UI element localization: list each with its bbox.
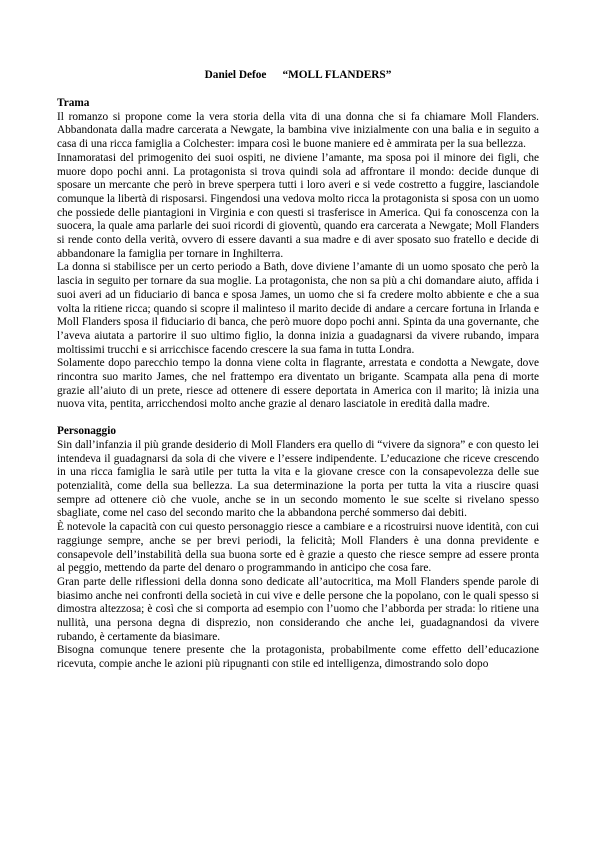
document-page	[57, 68, 539, 672]
paragraph: Il romanzo si propone come la vera storia della vita di una donna che si fa chiamare Moll Flanders. Abbandonata dalla madre carcerata a Newgate, la bambina vive inizialmente con una balia e in seguito a casa di una ricca famiglia a Colchester: impara così le buone maniere ed è ammirata per la sua bellezza.	[57, 110, 539, 151]
paragraph: La donna si stabilisce per un certo periodo a Bath, dove diviene l’amante di un uomo sposato che però la lascia in seguito per tornare da sua moglie. La protagonista, che non sa più a chi domandare aiuto, affida i suoi averi ad un fiduciario di banca e sposa James, un uomo che si fa credere molto abbiente e che a sua volta la ritiene ricca; quando si scopre il malinteso il marito decide di andare a cercare fortuna in Irlanda e Moll Flanders sposa il fiduciario di banca, che però muore dopo pochi anni. Spinta da una governante, che l’aveva aiutata a partorire il suo ultimo figlio, la donna inizia a guadagnarsi da vivere rubando, impara moltissimi trucchi e si arricchisce facendo crescere la sua fama in tutta Londra.	[57, 261, 539, 356]
paragraph: È notevole la capacità con cui questo personaggio riesce a cambiare e a ricostruirsi nuove identità, con cui raggiunge sempre, anche se per brevi periodi, la felicità; Moll Flanders è una donna previdente e consapevole dell’instabilità della sua buona sorte ed è grazie a questo che riesce sempre ad essere pronta al peggio, mettendo da parte del denaro o programmando in anticipo che cosa fare.	[57, 521, 539, 575]
section-heading-trama: Trama	[57, 97, 90, 109]
book-title: “MOLL FLANDERS”	[282, 69, 392, 81]
section-spacer	[57, 412, 539, 425]
author-name: Daniel Defoe	[204, 69, 267, 81]
paragraph: Solamente dopo parecchio tempo la donna viene colta in flagrante, arrestata e condotta a Newgate, dove rincontra suo marito James, che nel frattempo era diventato un brigante. Scampata alla pena di morte grazie all’aiuto di un prete, riesce ad ottenere di essere deportata in America con il marito; là inizia una nuova vita, pentita, arricchendosi molto anche grazie al denaro lasciatole in eredità dalla madre.	[57, 357, 539, 411]
section-heading-personaggio: Personaggio	[57, 425, 116, 438]
paragraph: Gran parte delle riflessioni della donna sono dedicate all’autocritica, ma Moll Flanders spende parole di biasimo anche nei confronti della società in cui vive e delle persone che la popolano, con le quali spesso si dimostra altezzosa; è così che si comporta ad esempio con l’uomo che l’abborda per strada: lo ritiene una nullità, una persona degna di disprezio, non considerando che anche lei, guadagnandosi da vivere rubando, è certamente da biasimare.	[57, 575, 539, 643]
paragraph: Sin dall’infanzia il più grande desiderio di Moll Flanders era quello di “vivere da signora” e con questo lei intendeva il guadagnarsi da sola di che vivere e l’essere indipendente. L’educazione che riceve crescendo in una ricca famiglia le sarà utile per tutta la vita e la giovane cresce con la consapevolezza delle sue potenzialità, come della sua bellezza. La sua determinazione la porta per tutta la vita a riuscire quasi sempre ad ottenere ciò che vuole, anche se in un secondo momento le sue scelte si rivelano spesso sbagliate, come nel caso del secondo marito che la abbandona perché sommerso dai debiti.	[57, 438, 539, 520]
paragraph: Innamoratasi del primogenito dei suoi ospiti, ne diviene l’amante, ma sposa poi il minore dei figli, che muore dopo pochi anni. La protagonista si trova quindi sola ad affrontare il mondo: decide dunque di sposare un mercante che però in breve sperpera tutti i loro averi e si vede costretto a fuggire, lasciandole comunque la libertà di risposarsi. Fingendosi una vedova molto ricca la protagonista si sposa con un uomo che possiede delle piantagioni in Virginia e con questi si trasferisce in America. Qui fa conoscenza con la suocera, la quale ama parlarle dei suoi ricordi di gioventù, quando era carcerata a Newgate; Moll Flanders si rende conto della verità, ovvero di essere davanti a sua madre e di aver sposato suo fratello e decide di abbandonare la famiglia per tornare in Inghilterra.	[57, 151, 539, 260]
document-title	[57, 68, 539, 83]
paragraph: Bisogna comunque tenere presente che la protagonista, probabilmente come effetto dell’educazione ricevuta, compie anche le azioni più ripugnanti con stile ed intelligenza, dimostrando solo dopo	[57, 644, 539, 671]
